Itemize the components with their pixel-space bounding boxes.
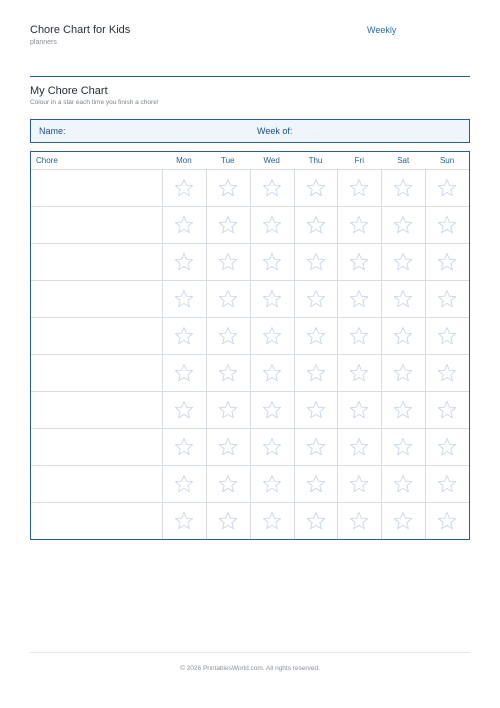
star-outline-icon[interactable] bbox=[305, 325, 327, 347]
chore-name-cell[interactable] bbox=[31, 428, 162, 465]
star-outline-icon[interactable] bbox=[173, 214, 195, 236]
star-outline-icon[interactable] bbox=[217, 288, 239, 310]
star-outline-icon[interactable] bbox=[436, 436, 458, 458]
star-outline-icon[interactable] bbox=[173, 510, 195, 532]
star-outline-icon[interactable] bbox=[436, 325, 458, 347]
day-header-sun: Sun bbox=[439, 156, 455, 165]
star-outline-icon[interactable] bbox=[261, 177, 283, 199]
star-outline-icon[interactable] bbox=[305, 436, 327, 458]
star-outline-icon[interactable] bbox=[348, 325, 370, 347]
star-outline-icon[interactable] bbox=[348, 362, 370, 384]
day-header-thu: Thu bbox=[308, 156, 323, 165]
star-outline-icon[interactable] bbox=[261, 436, 283, 458]
star-outline-icon[interactable] bbox=[173, 288, 195, 310]
header-subtitle: planners bbox=[30, 39, 57, 46]
star-outline-icon[interactable] bbox=[392, 288, 414, 310]
star-outline-icon[interactable] bbox=[173, 436, 195, 458]
chart-title: My Chore Chart bbox=[30, 85, 108, 97]
star-outline-icon[interactable] bbox=[436, 473, 458, 495]
star-outline-icon[interactable] bbox=[436, 251, 458, 273]
star-outline-icon[interactable] bbox=[217, 436, 239, 458]
star-outline-icon[interactable] bbox=[305, 473, 327, 495]
star-outline-icon[interactable] bbox=[392, 177, 414, 199]
chore-column-header: Chore bbox=[36, 156, 58, 165]
star-outline-icon[interactable] bbox=[305, 214, 327, 236]
chore-name-cell[interactable] bbox=[31, 280, 162, 317]
chore-name-cell[interactable] bbox=[31, 243, 162, 280]
chore-name-cell[interactable] bbox=[31, 465, 162, 502]
star-outline-icon[interactable] bbox=[261, 251, 283, 273]
star-outline-icon[interactable] bbox=[261, 510, 283, 532]
star-outline-icon[interactable] bbox=[173, 473, 195, 495]
day-header-sat: Sat bbox=[397, 156, 410, 165]
chore-name-cell[interactable] bbox=[31, 354, 162, 391]
star-outline-icon[interactable] bbox=[348, 214, 370, 236]
star-outline-icon[interactable] bbox=[217, 362, 239, 384]
star-outline-icon[interactable] bbox=[348, 510, 370, 532]
chore-name-cell[interactable] bbox=[31, 206, 162, 243]
chore-name-cell[interactable] bbox=[31, 391, 162, 428]
name-field-label[interactable]: Name: bbox=[39, 126, 66, 136]
star-outline-icon[interactable] bbox=[261, 362, 283, 384]
chore-name-cell[interactable] bbox=[31, 169, 162, 206]
star-outline-icon[interactable] bbox=[305, 510, 327, 532]
star-outline-icon[interactable] bbox=[217, 325, 239, 347]
star-outline-icon[interactable] bbox=[305, 362, 327, 384]
name-week-bar bbox=[30, 119, 470, 143]
star-outline-icon[interactable] bbox=[348, 177, 370, 199]
star-outline-icon[interactable] bbox=[392, 473, 414, 495]
star-outline-icon[interactable] bbox=[305, 288, 327, 310]
star-outline-icon[interactable] bbox=[348, 473, 370, 495]
star-outline-icon[interactable] bbox=[261, 473, 283, 495]
star-outline-icon[interactable] bbox=[217, 399, 239, 421]
day-header-mon: Mon bbox=[176, 156, 192, 165]
star-outline-icon[interactable] bbox=[436, 399, 458, 421]
star-outline-icon[interactable] bbox=[392, 399, 414, 421]
star-outline-icon[interactable] bbox=[173, 362, 195, 384]
star-outline-icon[interactable] bbox=[261, 288, 283, 310]
star-outline-icon[interactable] bbox=[392, 436, 414, 458]
star-outline-icon[interactable] bbox=[217, 214, 239, 236]
star-outline-icon[interactable] bbox=[261, 325, 283, 347]
footer-copyright: © 2026 PrintablesWorld.com. All rights reserved. bbox=[180, 665, 320, 672]
star-outline-icon[interactable] bbox=[436, 177, 458, 199]
chore-name-cell[interactable] bbox=[31, 502, 162, 539]
day-header-fri: Fri bbox=[354, 156, 364, 165]
star-outline-icon[interactable] bbox=[392, 510, 414, 532]
header-divider bbox=[30, 76, 470, 77]
chore-grid bbox=[30, 151, 470, 540]
star-outline-icon[interactable] bbox=[392, 214, 414, 236]
star-outline-icon[interactable] bbox=[348, 251, 370, 273]
star-outline-icon[interactable] bbox=[217, 251, 239, 273]
star-outline-icon[interactable] bbox=[173, 251, 195, 273]
star-outline-icon[interactable] bbox=[392, 325, 414, 347]
chore-name-cell[interactable] bbox=[31, 317, 162, 354]
star-outline-icon[interactable] bbox=[305, 177, 327, 199]
day-header-wed: Wed bbox=[263, 156, 280, 165]
star-outline-icon[interactable] bbox=[217, 177, 239, 199]
star-outline-icon[interactable] bbox=[436, 510, 458, 532]
star-outline-icon[interactable] bbox=[392, 362, 414, 384]
header-tag[interactable]: Weekly bbox=[367, 25, 397, 35]
star-outline-icon[interactable] bbox=[305, 399, 327, 421]
week-of-field-label[interactable]: Week of: bbox=[257, 126, 293, 136]
star-outline-icon[interactable] bbox=[173, 325, 195, 347]
star-outline-icon[interactable] bbox=[305, 251, 327, 273]
star-outline-icon[interactable] bbox=[348, 399, 370, 421]
star-outline-icon[interactable] bbox=[173, 399, 195, 421]
star-outline-icon[interactable] bbox=[436, 362, 458, 384]
chart-subtitle: Colour in a star each time you finish a chore! bbox=[30, 99, 159, 106]
star-outline-icon[interactable] bbox=[392, 251, 414, 273]
day-header-tue: Tue bbox=[221, 156, 235, 165]
footer-divider bbox=[30, 652, 470, 653]
star-outline-icon[interactable] bbox=[217, 473, 239, 495]
star-outline-icon[interactable] bbox=[348, 288, 370, 310]
star-outline-icon[interactable] bbox=[436, 214, 458, 236]
star-outline-icon[interactable] bbox=[173, 177, 195, 199]
star-outline-icon[interactable] bbox=[217, 510, 239, 532]
star-outline-icon[interactable] bbox=[261, 214, 283, 236]
star-outline-icon[interactable] bbox=[348, 436, 370, 458]
header-title: Chore Chart for Kids bbox=[30, 24, 131, 36]
star-outline-icon[interactable] bbox=[436, 288, 458, 310]
star-outline-icon[interactable] bbox=[261, 399, 283, 421]
